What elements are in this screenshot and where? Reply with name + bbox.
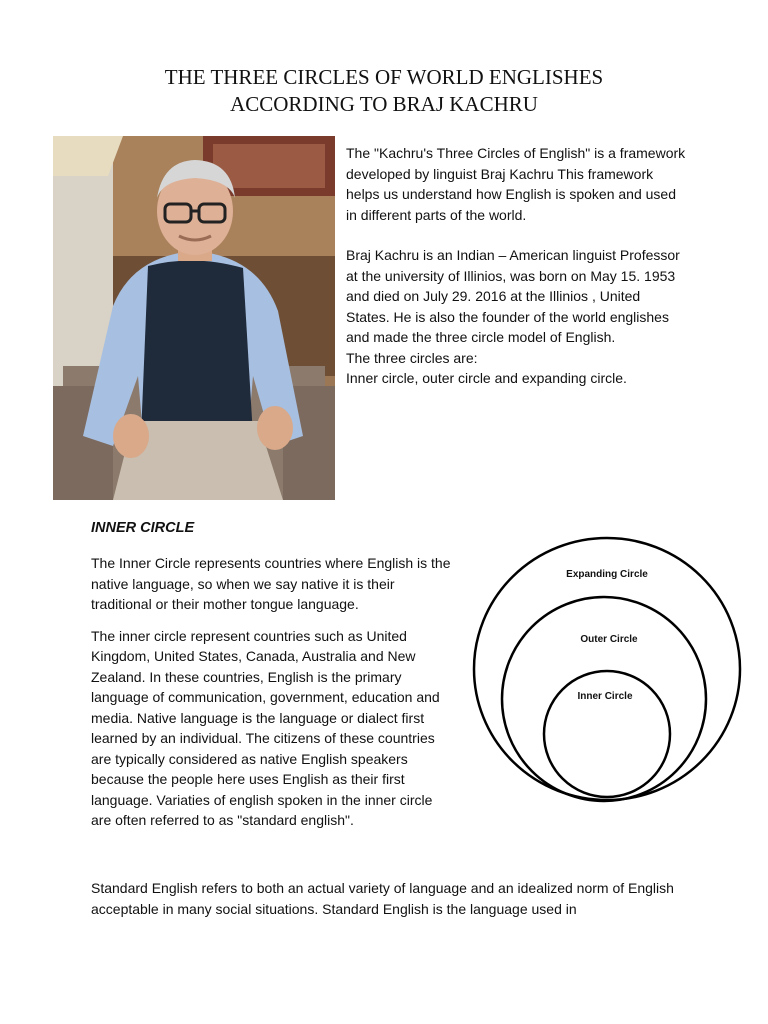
intro-paragraph-2: Braj Kachru is an Indian – American linguist Professor at the university of Illinios, was born on May 15. 1953 and died on July 29. 2016 at the Illinios , United States. He is also the founder of the world englishes and made the three circle model of English. xyxy=(346,247,680,345)
outer-circle-label: Outer Circle xyxy=(580,634,638,645)
inner-circle-text xyxy=(91,553,456,842)
inner-circle-heading: INNER CIRCLE xyxy=(91,520,195,536)
portrait-photo xyxy=(53,136,335,500)
intro-circles-list: Inner circle, outer circle and expanding circle. xyxy=(346,370,627,386)
title-line-2: ACCORDING TO BRAJ KACHRU xyxy=(230,92,538,116)
three-circles-diagram xyxy=(470,533,745,805)
intro-text xyxy=(346,143,686,389)
inner-circle-paragraph-1: The Inner Circle represents countries where English is the native language, so when we say native it is their traditional or their mother tongue language. xyxy=(91,555,451,612)
portrait-illustration xyxy=(53,136,335,500)
expanding-circle-label: Expanding Circle xyxy=(566,569,648,580)
title-line-1: THE THREE CIRCLES OF WORLD ENGLISHES xyxy=(164,65,604,89)
inner-circle-ring xyxy=(544,671,670,797)
inner-circle-label: Inner Circle xyxy=(577,691,633,702)
standard-english-paragraph: Standard English refers to both an actual variety of language and an idealized norm of English acceptable in many social situations. Standard English is the language used in xyxy=(91,880,674,917)
inner-circle-paragraph-2: The inner circle represent countries such as United Kingdom, United States, Canada, Australia and New Zealand. In these countries, English is the primary language of communication, government, education and media. Native language is the language or dialect first learned by an individual. The citizens of these countries are typically considered as native English speakers because the people here uses English as their first language. Variaties of english spoken in the inner circle are often referred to as "standard english". xyxy=(91,627,440,828)
page-title xyxy=(0,64,768,118)
intro-circles-heading: The three circles are: xyxy=(346,349,478,366)
intro-paragraph-1: The "Kachru's Three Circles of English" is a framework developed by linguist Braj Kachru This framework helps us understand how English is spoken and used in different parts of the world. xyxy=(346,145,686,223)
